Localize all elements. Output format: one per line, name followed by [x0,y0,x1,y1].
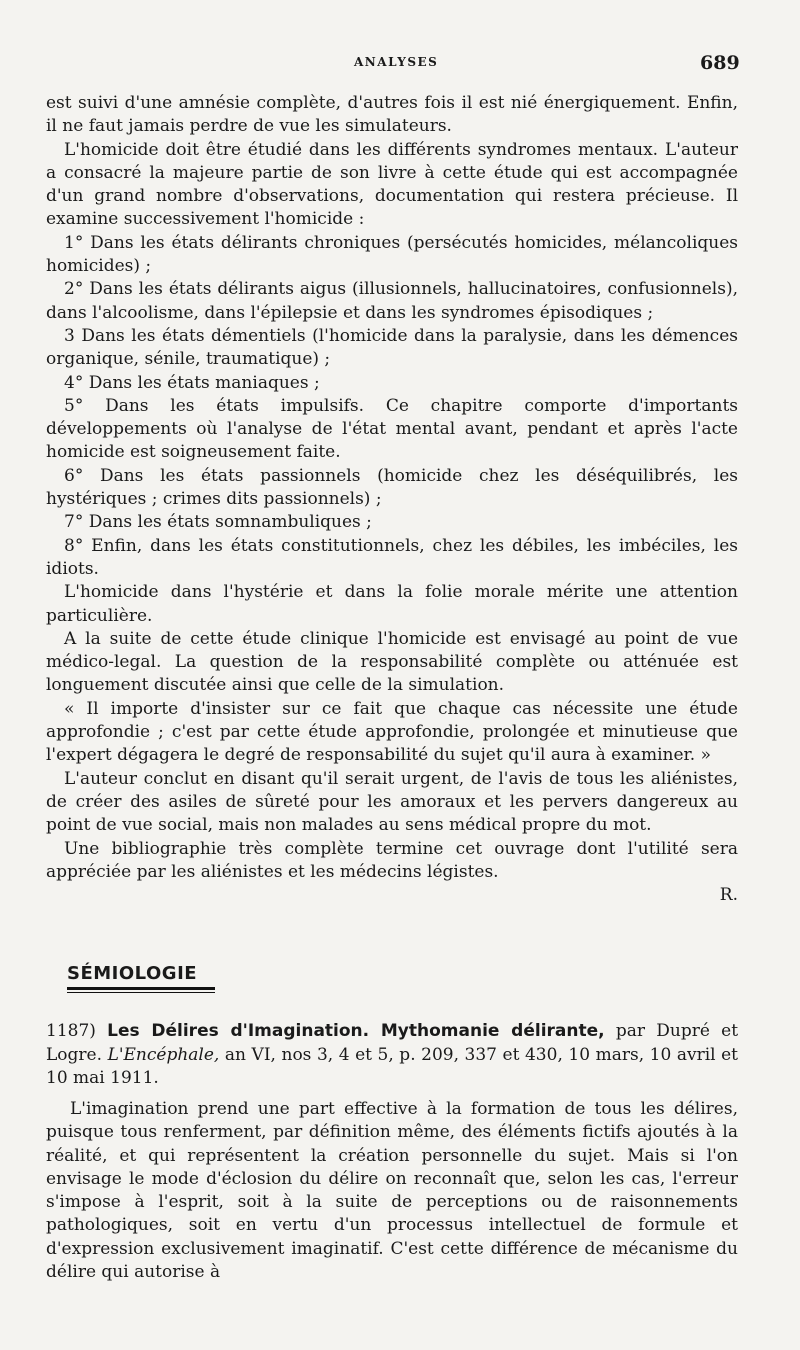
paragraph: L'imagination prend une part effective à la formation de tous les délires, puisque tous renferment, par définition même, des éléments fictifs ajoutés à la réalité, et qui représentent la création personnelle du sujet. Mais si l'on envisage le mode d'éclosion du délire on reconnaît que, selon les cas, l'erreur s'impose à l'esprit, soit à la suite de perceptions ou de raisonnements pathologiques, soit en vertu d'un processus intellectuel de formule et d'expression exclusivement imaginatif. C'est cette différence de mécanisme du délire qui autorise à [46,1099,738,1283]
paragraph: est suivi d'une amnésie complète, d'autres fois il est nié énergiquement. Enfin, il ne faut jamais perdre de vue les simulateurs. [46,93,738,137]
entry-citation: an VI, nos 3, 4 et 5, p. 209, 337 et 430, 10 mars, 10 avril et 10 mai 1911. [46,1044,739,1088]
list-item: 6° Dans les états passionnels (homicide chez les déséquilibrés, les hystériques ; crimes dits passionnels) ; [46,465,738,510]
running-title: ANALYSES [354,55,439,69]
list-item: 7° Dans les états somnambuliques ; [64,512,372,533]
paragraph: L'homicide doit être étudié dans les différents syndromes mentaux. L'auteur a consacré la majeure partie de son livre à cette étude qui est accompagnée d'un grand nombre d'observations, documentation qui restera précieuse. Il examine successivement l'homicide : [46,139,738,230]
list-item: 1° Dans les états délirants chroniques (persécutés homicides, mélancoliques homicides) ; [46,232,738,277]
section-rule [67,987,215,990]
list-item: 3 Dans les états démentiels (l'homicide dans la paralysie, dans les démences organique, sénile, traumatique) ; [46,325,738,370]
entry-body [46,1098,738,1284]
page-number: 689 [700,52,740,74]
paragraph: L'homicide dans l'hystérie et dans la folie morale mérite une attention particulière. [46,582,738,626]
paragraph: A la suite de cette étude clinique l'homicide est envisagé au point de vue médico-legal. La question de la responsabilité complète ou atténuée est longuement discutée ainsi que celle de la simulation. [46,628,738,696]
entry-title: Les Délires d'Imagination. Mythomanie délirante, [107,1021,605,1041]
paragraph: L'auteur conclut en disant qu'il serait urgent, de l'avis de tous les aliénistes, de créer des asiles de sûreté pour les amoraux et les pervers dangereux au point de vue social, mais non malades au sens médical propre du mot. [46,768,738,836]
entry-number: 1187) [46,1021,96,1041]
entry-authors: par Dupré et Logre. [46,1021,739,1065]
signature: R. [719,885,738,906]
entry-journal: L'Encéphale, [107,1044,220,1065]
paragraph: Une bibliographie très complète termine cet ouvrage dont l'utilité sera appréciée par les aliénistes et les médecins légistes. [46,838,738,882]
section-rule-thin [67,992,215,993]
list-item: 8° Enfin, dans les états constitutionnels, chez les débiles, les imbéciles, les idiots. [46,535,738,579]
list-item: 5° Dans les états impulsifs. Ce chapitre comporte d'importants développements où l'analyse de l'état mental avant, pendant et après l'acte homicide est soigneusement faite. [46,395,738,463]
list-item: 4° Dans les états maniaques ; [64,372,320,393]
page-header [0,52,800,74]
quotation: « Il importe d'insister sur ce fait que chaque cas nécessite une étude approfondie ; c'est par cette étude approfondie, prolongée et minutieuse que l'expert dégagera le degré de responsabilité du sujet qu'il aura à examiner. » [46,698,738,766]
bibliographic-entry [46,1020,738,1091]
list-item: 2° Dans les états délirants aigus (illusionnels, hallucinatoires, confusionnels), dans l'alcoolisme, dans l'épilepsie et dans les syndromes épisodiques ; [46,279,738,323]
review-body [46,92,738,907]
section-title: SÉMIOLOGIE [67,963,198,984]
section-heading [67,963,217,993]
